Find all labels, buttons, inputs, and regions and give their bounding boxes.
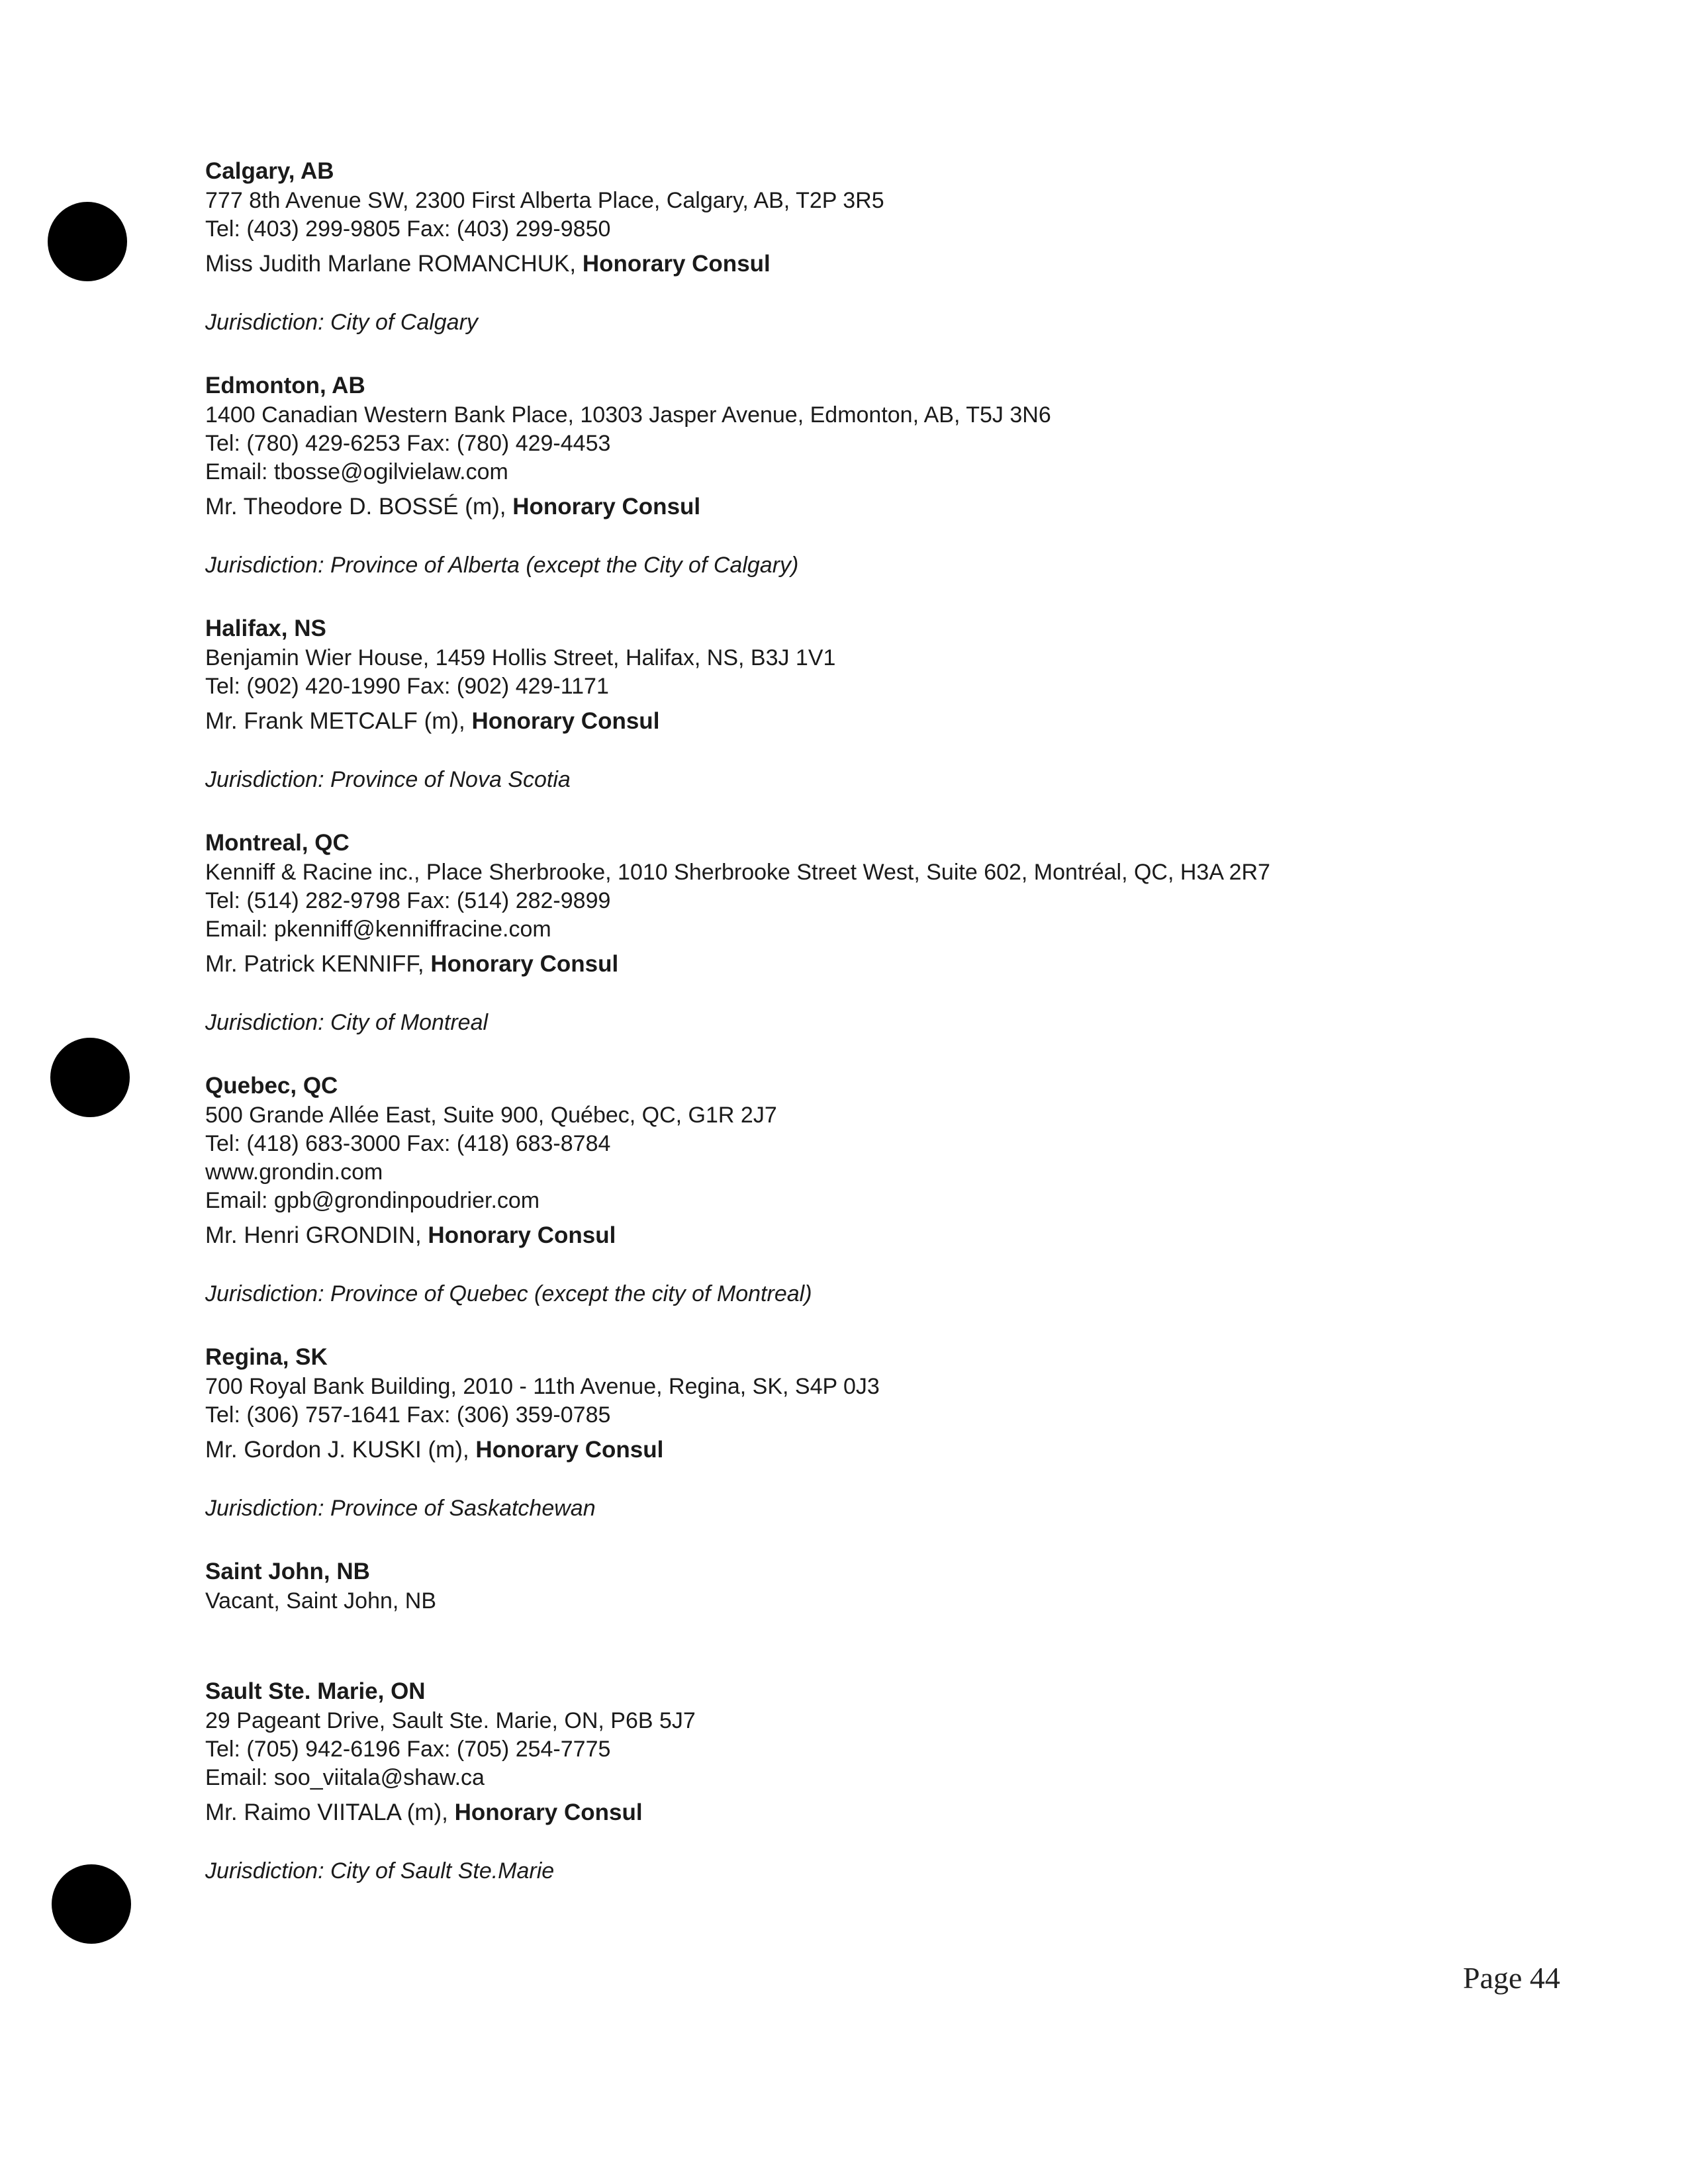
entry-phone: Tel: (514) 282-9798 Fax: (514) 282-9899	[205, 888, 611, 913]
entry-city: Edmonton, AB	[205, 373, 365, 398]
consul-name: Mr. Patrick KENNIFF,	[205, 951, 431, 977]
entry-jurisdiction: Jurisdiction: Province of Saskatchewan	[205, 1496, 596, 1521]
entry-phone: Tel: (902) 420-1990 Fax: (902) 429-1171	[205, 674, 609, 699]
consulate-entry-edmonton	[205, 371, 1529, 580]
entry-jurisdiction: Jurisdiction: Province of Alberta (except the City of Calgary)	[205, 553, 799, 578]
consul-name: Mr. Theodore D. BOSSÉ (m),	[205, 494, 513, 520]
entry-email: Email: soo_viitala@shaw.ca	[205, 1765, 485, 1790]
consul-name: Mr. Raimo VIITALA (m),	[205, 1799, 455, 1825]
entry-city: Regina, SK	[205, 1344, 328, 1370]
entry-city: Halifax, NS	[205, 615, 326, 641]
consul-title: Honorary Consul	[428, 1222, 616, 1248]
entry-city: Saint John, NB	[205, 1559, 370, 1584]
entry-email: Email: tbosse@ogilvielaw.com	[205, 459, 508, 484]
entry-phone: Tel: (705) 942-6196 Fax: (705) 254-7775	[205, 1737, 611, 1762]
consulate-entry-saint-john	[205, 1557, 1529, 1615]
entry-consul	[205, 492, 1529, 522]
entry-consul	[205, 249, 1529, 279]
entry-address: 29 Pageant Drive, Sault Ste. Marie, ON, P6B 5J7	[205, 1708, 696, 1733]
consul-title: Honorary Consul	[582, 251, 771, 277]
punch-hole	[50, 1038, 130, 1117]
entry-consul	[205, 1220, 1529, 1251]
page-number: Page 44	[1463, 1961, 1560, 1995]
consulate-list	[205, 156, 1529, 1886]
entry-consul	[205, 706, 1529, 737]
entry-phone: Tel: (780) 429-6253 Fax: (780) 429-4453	[205, 431, 611, 456]
entry-city: Montreal, QC	[205, 830, 350, 856]
consulate-entry-calgary	[205, 156, 1529, 338]
entry-jurisdiction: Jurisdiction: City of Calgary	[205, 310, 478, 335]
entry-phone: Tel: (418) 683-3000 Fax: (418) 683-8784	[205, 1131, 611, 1156]
entry-address: Kenniff & Racine inc., Place Sherbrooke, 1010 Sherbrooke Street West, Suite 602, Montréal, QC, H3A 2R7	[205, 860, 1270, 885]
entry-consul	[205, 949, 1529, 979]
entry-address: 500 Grande Allée East, Suite 900, Québec, QC, G1R 2J7	[205, 1103, 777, 1128]
punch-hole	[52, 1864, 131, 1944]
punch-hole	[48, 202, 127, 281]
entry-jurisdiction: Jurisdiction: Province of Nova Scotia	[205, 767, 571, 792]
consul-name: Mr. Frank METCALF (m),	[205, 708, 472, 734]
consul-title: Honorary Consul	[430, 951, 619, 977]
entry-city: Calgary, AB	[205, 158, 334, 184]
consulate-entry-halifax	[205, 614, 1529, 795]
entry-address: 777 8th Avenue SW, 2300 First Alberta Place, Calgary, AB, T2P 3R5	[205, 188, 884, 213]
consul-title: Honorary Consul	[512, 494, 701, 520]
entry-phone: Tel: (403) 299-9805 Fax: (403) 299-9850	[205, 216, 611, 242]
consul-title: Honorary Consul	[471, 708, 660, 734]
entry-website: www.grondin.com	[205, 1160, 383, 1185]
entry-address: 1400 Canadian Western Bank Place, 10303 Jasper Avenue, Edmonton, AB, T5J 3N6	[205, 402, 1051, 428]
entry-city: Quebec, QC	[205, 1073, 338, 1099]
entry-consul	[205, 1797, 1529, 1828]
consulate-entry-sault-ste-marie	[205, 1676, 1529, 1886]
entry-city: Sault Ste. Marie, ON	[205, 1678, 426, 1704]
consulate-entry-quebec	[205, 1071, 1529, 1309]
consul-name: Miss Judith Marlane ROMANCHUK,	[205, 251, 583, 277]
entry-phone: Tel: (306) 757-1641 Fax: (306) 359-0785	[205, 1402, 611, 1428]
consul-name: Mr. Gordon J. KUSKI (m),	[205, 1437, 476, 1463]
entry-email: Email: gpb@grondinpoudrier.com	[205, 1188, 540, 1213]
entry-jurisdiction: Jurisdiction: Province of Quebec (except the city of Montreal)	[205, 1281, 812, 1306]
entry-jurisdiction: Jurisdiction: City of Sault Ste.Marie	[205, 1858, 555, 1884]
consul-title: Honorary Consul	[475, 1437, 664, 1463]
entry-jurisdiction: Jurisdiction: City of Montreal	[205, 1010, 489, 1035]
entry-address: Benjamin Wier House, 1459 Hollis Street, Halifax, NS, B3J 1V1	[205, 645, 836, 670]
entry-email: Email: pkenniff@kenniffracine.com	[205, 917, 551, 942]
entry-address: Vacant, Saint John, NB	[205, 1588, 437, 1614]
consul-title: Honorary Consul	[454, 1799, 643, 1825]
consulate-entry-regina	[205, 1342, 1529, 1524]
consulate-entry-montreal	[205, 828, 1529, 1038]
consul-name: Mr. Henri GRONDIN,	[205, 1222, 428, 1248]
entry-consul	[205, 1435, 1529, 1465]
entry-address: 700 Royal Bank Building, 2010 - 11th Avenue, Regina, SK, S4P 0J3	[205, 1374, 880, 1399]
